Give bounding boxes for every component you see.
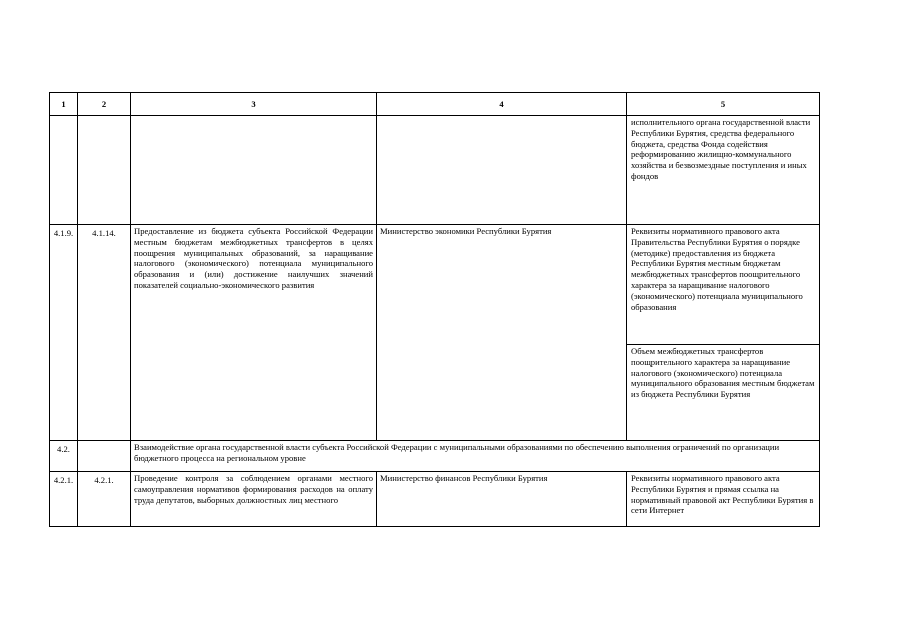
table-row xyxy=(50,472,820,527)
cell-empty xyxy=(78,116,131,225)
header-col-5: 5 xyxy=(627,93,820,116)
document-table xyxy=(49,92,820,527)
indicator-cell: Реквизиты нормативного правового акта Правительства Республики Бурятия о порядке (методике) предоставления из бюджета Республики Бурятия местным бюджетам межбюджетных трансфертов поощрительного характера за наращивание налогового (экономического) потенциала муниципального образования xyxy=(627,225,820,345)
row-number-1: 4.2.1. xyxy=(50,472,78,527)
continuation-sources-cell: исполнительного органа государственной власти Республики Бурятия, средства федерального бюджета, средства Фонда содействия реформированию жилищно-коммунального хозяйства и безвозмездные поступления и иных фондов xyxy=(627,116,820,225)
row-number-2: 4.2.1. xyxy=(78,472,131,527)
responsible-body: Министерство финансов Республики Бурятия xyxy=(377,472,627,527)
cell-empty xyxy=(377,116,627,225)
measure-description: Предоставление из бюджета субъекта Российской Федерации местным бюджетам межбюджетных трансфертов в целях поощрения муниципальных образований, за наращивание налогового (экономического) потенциала муниципального образования и (или) достижение наилучших значений показателей социально-экономического развития xyxy=(131,225,377,441)
section-row xyxy=(50,441,820,472)
section-title: Взаимодействие органа государственной власти субъекта Российской Федерации с муниципальными образованиями по обеспечению выполнения ограничений по организации бюджетного процесса на региональном уровне xyxy=(131,441,820,472)
section-number: 4.2. xyxy=(50,441,78,472)
header-col-1: 1 xyxy=(50,93,78,116)
cell-empty xyxy=(50,116,78,225)
cell-empty xyxy=(78,441,131,472)
header-col-2: 2 xyxy=(78,93,131,116)
responsible-body: Министерство экономики Республики Бурятия xyxy=(377,225,627,441)
row-number-1: 4.1.9. xyxy=(50,225,78,441)
indicator-cell: Реквизиты нормативного правового акта Республики Бурятия и прямая ссылка на нормативный правовой акт Республики Бурятия в сети Интернет xyxy=(627,472,820,527)
table-row xyxy=(50,225,820,345)
cell-empty xyxy=(131,116,377,225)
row-number-2: 4.1.14. xyxy=(78,225,131,441)
continuation-row xyxy=(50,116,820,225)
header-col-3: 3 xyxy=(131,93,377,116)
header-row xyxy=(50,93,820,116)
measure-description: Проведение контроля за соблюдением органами местного самоуправления нормативов формирования расходов на оплату труда депутатов, выборных должностных лиц местного xyxy=(131,472,377,527)
header-col-4: 4 xyxy=(377,93,627,116)
indicator-cell: Объем межбюджетных трансфертов поощрительного характера за наращивание налогового (экономического) потенциала муниципального образования местным бюджетам из бюджета Республики Бурятия xyxy=(627,345,820,441)
